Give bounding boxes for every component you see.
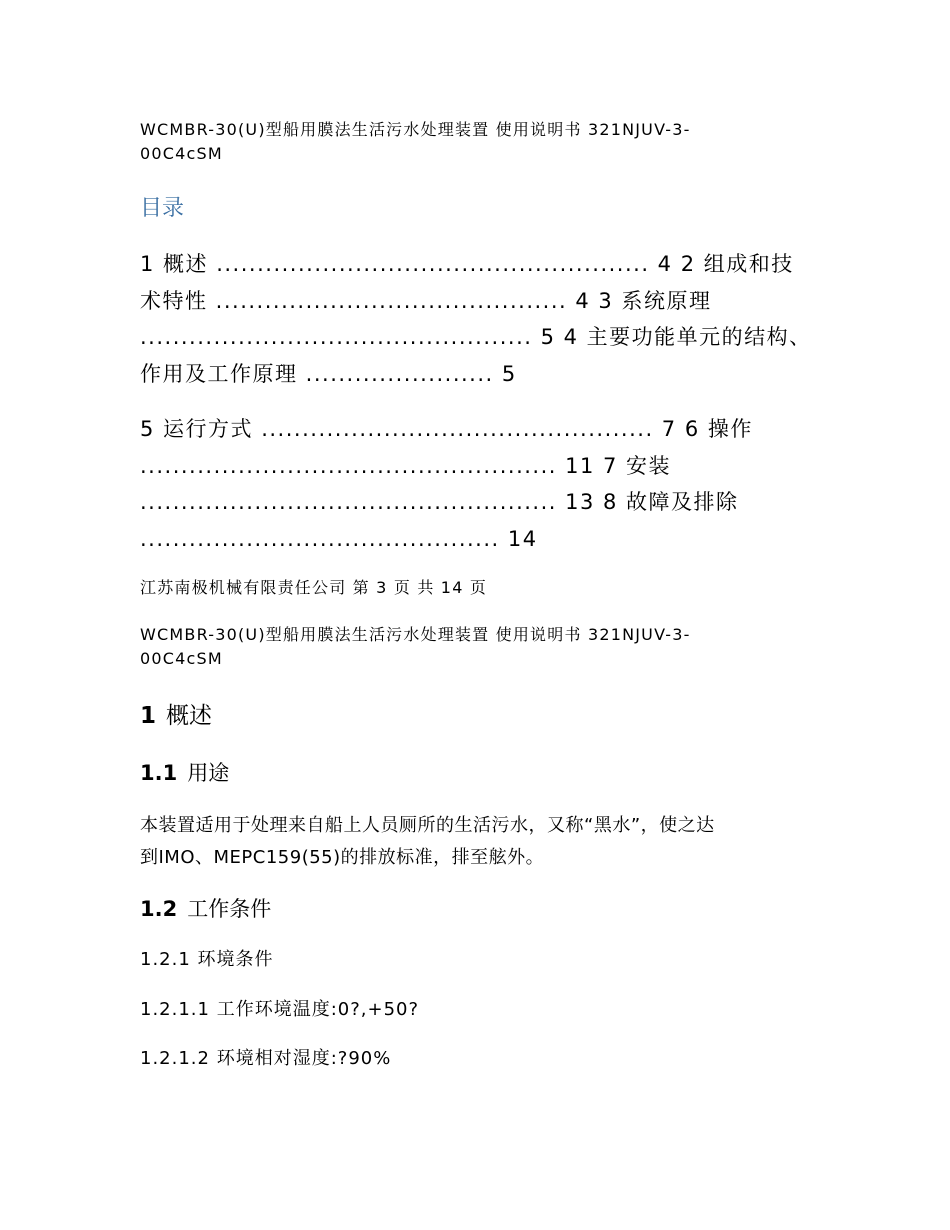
toc-line[interactable]: ............................................ 14: [140, 526, 538, 551]
toc-line[interactable]: 作用及工作原理 ....................... 5: [140, 361, 517, 386]
toc-line[interactable]: 1 概述 ..................................................... 4 2 组成和技: [140, 252, 794, 276]
paragraph-line: 到IMO、MEPC159(55)的排放标准，排至舷外。: [140, 847, 545, 868]
running-header-line2: 00C4cSM: [140, 144, 223, 163]
toc-block-2: [140, 411, 830, 557]
toc-line[interactable]: 5 运行方式 ................................................ 7 6 操作: [140, 417, 753, 441]
running-header-line1: WCMBR-30(U)型船用膜法生活污水处理装置 使用说明书 321NJUV-3-: [140, 120, 691, 139]
section-number: 1: [140, 703, 157, 729]
section-heading-1-1: [140, 758, 229, 788]
item-1-2-1-2: 1.2.1.2 环境相对湿度:?90%: [140, 1048, 392, 1069]
toc-line[interactable]: ................................................... 13 8 故障及排除: [140, 490, 739, 514]
toc-line[interactable]: ................................................... 11 7 安装: [140, 453, 672, 478]
page-footer: 江苏南极机械有限责任公司 第 3 页 共 14 页: [140, 578, 488, 597]
running-header-line2: 00C4cSM: [140, 649, 223, 668]
section-title: 工作条件: [187, 897, 272, 921]
running-header-top: [140, 118, 800, 166]
section-number: 1.2: [140, 897, 178, 921]
section-title: 用途: [187, 761, 230, 785]
section-heading-1: [140, 700, 212, 732]
running-header-line1: WCMBR-30(U)型船用膜法生活污水处理装置 使用说明书 321NJUV-3-: [140, 625, 691, 644]
section-heading-1-2: [140, 894, 271, 924]
toc-block-1: [140, 246, 830, 392]
toc-line[interactable]: 术特性 ........................................... 4 3 系统原理: [140, 288, 712, 313]
section-number: 1.1: [140, 761, 178, 785]
section-title: 概述: [166, 703, 213, 729]
subsection-1-2-1: 1.2.1 环境条件: [140, 949, 274, 970]
item-1-2-1-1: 1.2.1.1 工作环境温度:0?,+50?: [140, 999, 420, 1020]
running-header-second: [140, 623, 800, 671]
usage-paragraph: [140, 810, 820, 874]
toc-line[interactable]: ................................................ 5 4 主要功能单元的结构、: [140, 325, 812, 349]
toc-title: 目录: [140, 196, 185, 221]
paragraph-line: 本装置适用于处理来自船上人员厕所的生活污水，又称“黑水”，使之达: [140, 815, 715, 836]
